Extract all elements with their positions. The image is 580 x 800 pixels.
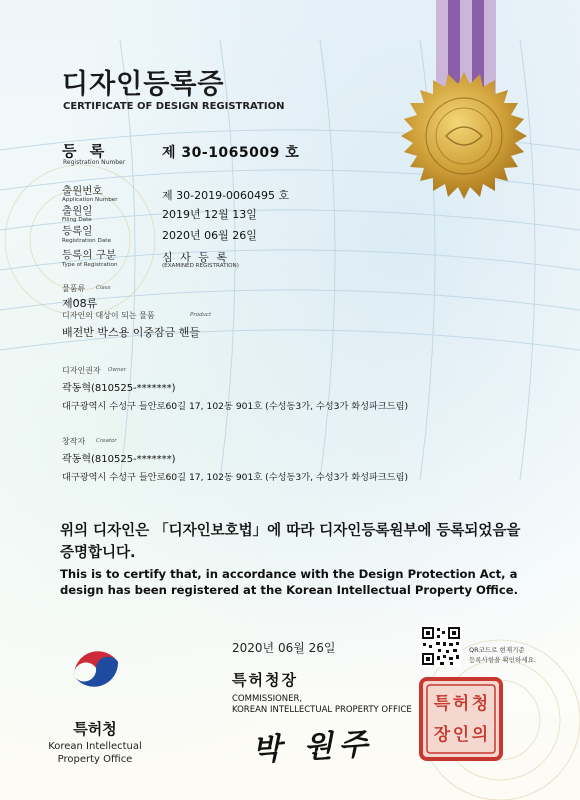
commissioner-title-en-line1: COMMISSIONER, (232, 694, 303, 704)
seal-char: 의 (471, 725, 489, 745)
registration-label: 등 록 (62, 142, 109, 160)
qr-instructions-line2: 등록사항을 확인하세요. (469, 656, 536, 664)
registration-date: 2020년 06월 26일 (162, 229, 257, 242)
registration-label-en: Registration Number (63, 159, 126, 166)
office-name-en (0, 740, 190, 766)
class-label: 물품류 (62, 284, 86, 293)
office-name-en-line1: Korean Intellectual (48, 741, 142, 752)
application-number: 제 30-2019-0060495 호 (162, 189, 290, 202)
application-number-label-en: Application Number (62, 197, 118, 203)
seal-char: 장 (433, 725, 451, 745)
office-name-en-line2: Property Office (57, 754, 133, 765)
seal-char: 특 (433, 694, 451, 714)
issue-date: 2020년 06월 26일 (232, 641, 336, 655)
creator-label: 창작자 (62, 437, 86, 446)
product-label: 디자인의 대상이 되는 물품 (62, 311, 155, 320)
kipo-logo-icon (66, 640, 126, 700)
qr-instructions (469, 645, 536, 665)
registration-type-label-en: Type of Registration (62, 262, 118, 268)
certificate-title-en: CERTIFICATE OF DESIGN REGISTRATION (63, 101, 285, 112)
registration-type: 심 사 등 록 (162, 251, 229, 264)
creator-name: 곽동혁(810525-*******) (62, 454, 176, 465)
registration-type-label: 등록의 구분 (62, 249, 117, 261)
commissioner-title-en-line2: KOREAN INTELLECTUAL PROPERTY OFFICE (232, 705, 412, 715)
registration-date-label-en: Registration Date (62, 238, 111, 244)
commissioner-signature: 박 원주 (251, 726, 375, 769)
commissioner-title-en (232, 694, 412, 716)
product-label-en: Product (190, 312, 212, 318)
office-name: 특허청 (73, 720, 117, 738)
qr-instructions-line1: QR코드로 현재기준 (469, 646, 525, 654)
product-value: 배전반 박스용 이중잠금 핸들 (62, 326, 201, 339)
owner-address: 대구광역시 수성구 들안로60길 17, 102동 901호 (수성동3가, 수성3가 화성파크드림) (62, 401, 409, 412)
seal-char: 허 (452, 694, 470, 714)
creator-label-en: Creator (96, 438, 117, 444)
owner-label-en: Owner (108, 367, 126, 373)
gold-seal-icon (394, 70, 534, 210)
filing-date-label: 출원일 (62, 205, 93, 217)
seal-char: 인 (452, 725, 470, 745)
registration-date-label: 등록일 (62, 225, 93, 237)
owner-label: 디자인권자 (62, 366, 101, 375)
certification-statement-en: This is to certify that, in accordance with the Design Protection Act, a design has been registered at the Korean Intellectual Property Office. (60, 567, 518, 597)
class-label-en: Class (96, 285, 111, 291)
owner-name: 곽동혁(810525-*******) (62, 383, 176, 394)
registration-number: 제 30-1065009 호 (162, 145, 300, 161)
seal-char: 청 (471, 694, 489, 714)
creator-address: 대구광역시 수성구 들안로60길 17, 102동 901호 (수성동3가, 수성3가 화성파크드림) (62, 472, 409, 483)
filing-date-label-en: Filing Date (62, 217, 92, 223)
official-seal-icon (418, 676, 504, 762)
qr-code-icon[interactable] (420, 625, 462, 667)
application-number-label: 출원번호 (62, 185, 103, 197)
filing-date: 2019년 12월 13일 (162, 208, 257, 221)
certificate-title: 디자인등록증 (62, 69, 225, 100)
certification-statement-ko: 위의 디자인은 「디자인보호법」에 따라 디자인등록원부에 등록되었음을 증명합니다. (60, 523, 521, 561)
registration-type-sub: (EXAMINED REGISTRATION) (162, 263, 239, 269)
class-value: 제08류 (62, 297, 98, 310)
commissioner-title: 특허청장 (232, 671, 298, 689)
